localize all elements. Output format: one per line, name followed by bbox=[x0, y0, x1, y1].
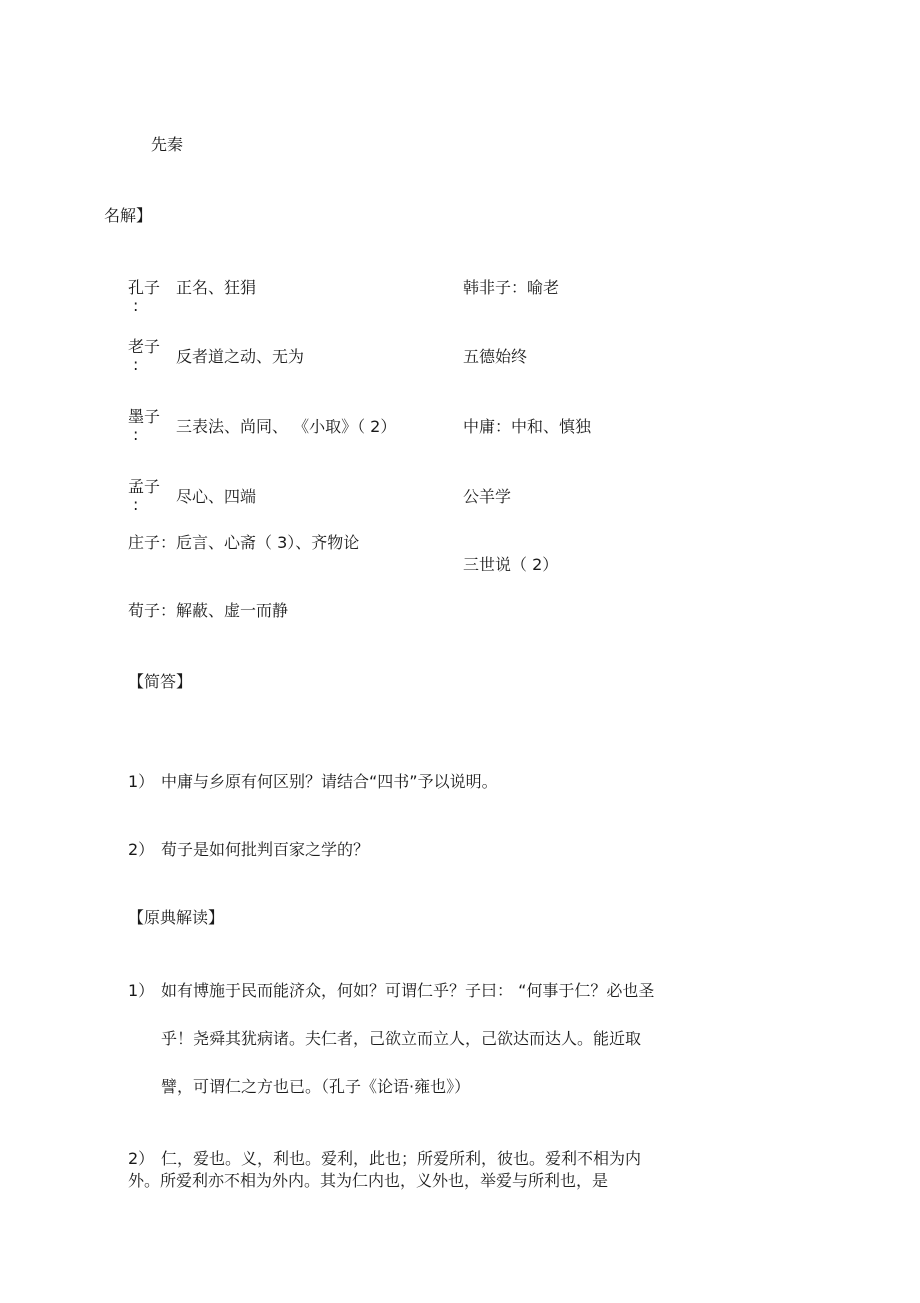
term-hanfeizi: 韩非子：喻老 bbox=[463, 278, 560, 297]
term-sanshi: 三世说（ 2） bbox=[463, 555, 559, 574]
term-zhongyong: 中庸：中和、慎独 bbox=[463, 417, 592, 436]
thinker-colon: : bbox=[133, 355, 139, 374]
question-number: 1） bbox=[128, 772, 155, 791]
thinker-xunzi: 荀子：解蔽、虚一而静 bbox=[128, 601, 289, 620]
question-number: 2） bbox=[128, 840, 155, 859]
term-gongyang: 公羊学 bbox=[463, 487, 512, 506]
passage-line: 仁，爱也。义，利也。爱利，此也；所爱所利，彼也。爱利不相为内 bbox=[161, 1149, 642, 1168]
passage-number: 1） bbox=[128, 981, 155, 1000]
passage-line: 譬，可谓仁之方也已。（孔子《论语·雍也》） bbox=[161, 1077, 471, 1096]
question-text: 中庸与乡原有何区别？请结合“四书”予以说明。 bbox=[161, 772, 498, 791]
thinker-colon: : bbox=[133, 425, 139, 444]
thinker-name: 老子 bbox=[128, 337, 161, 356]
passage-line: 如有博施于民而能济众，何如？可谓仁乎？子曰： “何事于仁？必也圣 bbox=[161, 981, 655, 1000]
thinker-terms: 尽心、四端 bbox=[176, 487, 257, 506]
page-title: 先秦 bbox=[151, 135, 184, 154]
reading-heading: 【原典解读】 bbox=[128, 908, 225, 927]
thinker-colon: : bbox=[133, 495, 139, 514]
terms-heading: 名解】 bbox=[104, 206, 153, 225]
thinker-name: 孔子 bbox=[128, 278, 161, 297]
thinker-terms: 三表法、尚同、 《小取》（ 2） bbox=[176, 417, 397, 436]
thinker-name: 孟子 bbox=[128, 477, 161, 496]
thinker-zhuangzi: 庄子：卮言、心斋（ 3）、齐物论 bbox=[128, 533, 360, 552]
thinker-terms: 反者道之动、无为 bbox=[176, 347, 305, 366]
term-wude: 五德始终 bbox=[463, 347, 528, 366]
passage-number: 2） bbox=[128, 1149, 155, 1168]
thinker-colon: : bbox=[133, 296, 139, 315]
question-text: 荀子是如何批判百家之学的？ bbox=[161, 840, 370, 859]
passage-line: 外。所爱利亦不相为外内。其为仁内也，义外也，举爱与所利也，是 bbox=[128, 1171, 609, 1190]
thinker-name: 墨子 bbox=[128, 407, 161, 426]
passage-line: 乎！尧舜其犹病诸。夫仁者，己欲立而立人，己欲达而达人。能近取 bbox=[161, 1029, 642, 1048]
thinker-terms: 正名、狂狷 bbox=[176, 278, 257, 297]
short-answer-heading: 【简答】 bbox=[128, 672, 193, 691]
